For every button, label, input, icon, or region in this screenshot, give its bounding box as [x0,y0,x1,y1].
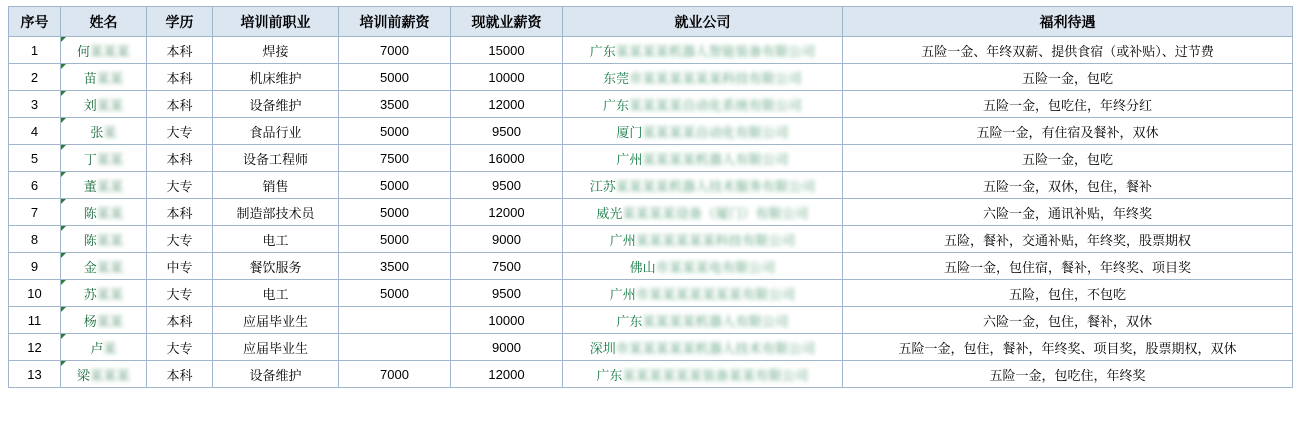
cell-education: 大专 [147,172,213,199]
cell-company [563,361,843,388]
company-redacted: 某某某某自动化系统有限公司 [629,97,802,113]
name-redacted: 某某某 [90,43,130,59]
cell-comment-marker-icon [61,199,66,204]
company-visible: 广州 [616,151,643,167]
cell-company [563,334,843,361]
company-visible: 佛山 [629,259,656,275]
name-visible: 何 [77,43,91,59]
company-redacted: 某某某某机器人智能装备有限公司 [615,43,816,59]
cell-prev-salary: 7000 [339,361,451,388]
cell-benefits: 六险一金，包住，餐补，双休 [843,307,1293,334]
cell-new-salary: 12000 [451,199,563,226]
table-row [9,172,1293,199]
cell-name [61,253,147,280]
table-row [9,334,1293,361]
company-redacted: 某某某某机器人有限公司 [642,313,789,329]
cell-education: 本科 [147,199,213,226]
cell-prev-salary [339,307,451,334]
cell-company [563,172,843,199]
cell-prev-job: 餐饮服务 [213,253,339,280]
cell-benefits: 五险一金，包吃 [843,145,1293,172]
cell-prev-salary: 5000 [339,172,451,199]
cell-new-salary: 9500 [451,172,563,199]
cell-no: 1 [9,37,61,64]
column-header-previous-salary: 培训前薪资 [339,7,451,37]
name-redacted: 某某 [96,70,124,86]
cell-prev-job: 应届毕业生 [213,307,339,334]
cell-education: 中专 [147,253,213,280]
cell-benefits: 五险一金，包住，餐补，年终奖、项目奖，股票期权，双休 [843,334,1293,361]
company-redacted: 市某某某某某某科技有限公司 [629,70,802,86]
cell-prev-salary: 7500 [339,145,451,172]
cell-benefits: 五险，餐补，交通补贴，年终奖，股票期权 [843,226,1293,253]
cell-prev-job: 应届毕业生 [213,334,339,361]
cell-prev-salary: 3500 [339,253,451,280]
cell-no: 2 [9,64,61,91]
table-row [9,280,1293,307]
company-redacted: 某某某某某某科技有限公司 [635,232,796,248]
name-redacted: 某某 [96,205,124,221]
cell-name [61,37,147,64]
cell-new-salary: 9000 [451,334,563,361]
name-redacted: 某某 [96,151,124,167]
cell-education: 大专 [147,118,213,145]
cell-comment-marker-icon [61,280,66,285]
company-redacted: 某某某某机器人有限公司 [642,151,789,167]
name-redacted: 某某 [96,313,124,329]
cell-name [61,280,147,307]
cell-no: 10 [9,280,61,307]
column-header-benefits: 福利待遇 [843,7,1293,37]
cell-no: 13 [9,361,61,388]
cell-company [563,145,843,172]
name-visible: 丁 [83,151,97,167]
cell-no: 3 [9,91,61,118]
cell-education: 本科 [147,361,213,388]
cell-prev-job: 电工 [213,226,339,253]
table-row [9,91,1293,118]
company-visible: 深圳 [589,340,616,356]
cell-prev-salary: 3500 [339,91,451,118]
cell-comment-marker-icon [61,307,66,312]
cell-company [563,37,843,64]
cell-comment-marker-icon [61,334,66,339]
column-header-name: 姓名 [61,7,147,37]
cell-comment-marker-icon [61,145,66,150]
company-visible: 东莞 [603,70,630,86]
cell-education: 本科 [147,91,213,118]
table-header-row [9,7,1293,37]
cell-prev-salary: 5000 [339,64,451,91]
cell-company [563,307,843,334]
cell-prev-job: 机床维护 [213,64,339,91]
company-visible: 江苏 [589,178,616,194]
cell-prev-salary: 5000 [339,118,451,145]
name-visible: 苗 [83,70,97,86]
cell-company [563,199,843,226]
cell-benefits: 五险一金，包吃 [843,64,1293,91]
table-row [9,145,1293,172]
cell-prev-job: 食品行业 [213,118,339,145]
cell-new-salary: 12000 [451,91,563,118]
name-redacted: 某某 [96,286,124,302]
company-visible: 广州 [609,232,636,248]
name-redacted: 某 [103,124,117,140]
cell-no: 5 [9,145,61,172]
name-visible: 刘 [83,97,97,113]
name-redacted: 某 [103,340,117,356]
name-visible: 张 [90,124,104,140]
cell-no: 4 [9,118,61,145]
cell-benefits: 五险一金，包吃住，年终分红 [843,91,1293,118]
cell-benefits: 五险一金，包吃住，年终奖 [843,361,1293,388]
company-redacted: 某某某某某某装备某某有限公司 [622,367,809,383]
cell-new-salary: 10000 [451,64,563,91]
cell-prev-job: 设备维护 [213,91,339,118]
cell-prev-salary [339,334,451,361]
column-header-no: 序号 [9,7,61,37]
company-visible: 广东 [616,313,643,329]
cell-name [61,361,147,388]
cell-education: 大专 [147,226,213,253]
cell-prev-job: 电工 [213,280,339,307]
table-row [9,253,1293,280]
cell-comment-marker-icon [61,226,66,231]
cell-name [61,172,147,199]
cell-prev-job: 设备工程师 [213,145,339,172]
company-visible: 厦门 [616,124,643,140]
cell-name [61,307,147,334]
company-redacted: 市某某某某某某某有限公司 [635,286,796,302]
cell-comment-marker-icon [61,118,66,123]
cell-new-salary: 9000 [451,226,563,253]
company-redacted: 某某某某自动化有限公司 [642,124,789,140]
column-header-previous-job: 培训前职业 [213,7,339,37]
name-visible: 卢 [90,340,104,356]
table-row [9,307,1293,334]
cell-comment-marker-icon [61,37,66,42]
company-visible: 广东 [589,43,616,59]
cell-new-salary: 9500 [451,280,563,307]
company-visible: 广州 [609,286,636,302]
company-redacted: 市某某某某某机器人技术有限公司 [615,340,816,356]
cell-no: 6 [9,172,61,199]
cell-name [61,118,147,145]
table-row [9,64,1293,91]
employment-table [8,6,1293,388]
cell-benefits: 五险一金，双休，包住，餐补 [843,172,1293,199]
cell-company [563,91,843,118]
company-redacted: 某某某某机器人技术服务有限公司 [615,178,816,194]
cell-name [61,91,147,118]
cell-name [61,64,147,91]
name-visible: 梁 [77,367,91,383]
table-row [9,226,1293,253]
cell-benefits: 五险一金，包住宿，餐补，年终奖、项目奖 [843,253,1293,280]
name-visible: 董 [83,178,97,194]
table-row [9,37,1293,64]
name-visible: 陈 [83,232,97,248]
cell-new-salary: 7500 [451,253,563,280]
cell-company [563,280,843,307]
cell-benefits: 六险一金，通讯补贴，年终奖 [843,199,1293,226]
company-redacted: 市某某某电有限公司 [655,259,776,275]
name-redacted: 某某 [96,232,124,248]
cell-comment-marker-icon [61,361,66,366]
table-row [9,361,1293,388]
cell-comment-marker-icon [61,91,66,96]
cell-prev-job: 制造部技术员 [213,199,339,226]
company-visible: 威光 [596,205,623,221]
cell-no: 11 [9,307,61,334]
cell-benefits: 五险，包住，不包吃 [843,280,1293,307]
cell-company [563,64,843,91]
cell-name [61,334,147,361]
company-visible: 广东 [603,97,630,113]
cell-prev-salary: 5000 [339,280,451,307]
name-visible: 杨 [83,313,97,329]
name-redacted: 某某 [96,259,124,275]
name-redacted: 某某 [96,178,124,194]
cell-comment-marker-icon [61,64,66,69]
cell-no: 8 [9,226,61,253]
name-redacted: 某某某 [90,367,130,383]
cell-prev-salary: 5000 [339,199,451,226]
cell-prev-job: 销售 [213,172,339,199]
cell-benefits: 五险一金、年终双薪、提供食宿（或补贴）、过节费 [843,37,1293,64]
cell-no: 12 [9,334,61,361]
cell-new-salary: 10000 [451,307,563,334]
column-header-current-salary: 现就业薪资 [451,7,563,37]
cell-name [61,226,147,253]
cell-benefits: 五险一金，有住宿及餐补，双休 [843,118,1293,145]
cell-no: 9 [9,253,61,280]
cell-education: 大专 [147,280,213,307]
cell-prev-job: 设备维护 [213,361,339,388]
cell-new-salary: 15000 [451,37,563,64]
cell-education: 大专 [147,334,213,361]
cell-prev-salary: 5000 [339,226,451,253]
company-visible: 广东 [596,367,623,383]
cell-education: 本科 [147,37,213,64]
name-visible: 苏 [83,286,97,302]
table-row [9,118,1293,145]
cell-name [61,199,147,226]
name-visible: 陈 [83,205,97,221]
column-header-company: 就业公司 [563,7,843,37]
cell-prev-salary: 7000 [339,37,451,64]
cell-company [563,226,843,253]
cell-comment-marker-icon [61,172,66,177]
cell-new-salary: 16000 [451,145,563,172]
cell-company [563,253,843,280]
cell-no: 7 [9,199,61,226]
cell-education: 本科 [147,145,213,172]
cell-comment-marker-icon [61,253,66,258]
cell-company [563,118,843,145]
table-body [9,37,1293,388]
cell-education: 本科 [147,307,213,334]
cell-education: 本科 [147,64,213,91]
cell-new-salary: 12000 [451,361,563,388]
column-header-education: 学历 [147,7,213,37]
name-visible: 金 [83,259,97,275]
name-redacted: 某某 [96,97,124,113]
cell-name [61,145,147,172]
table-row [9,199,1293,226]
cell-prev-job: 焊接 [213,37,339,64]
cell-new-salary: 9500 [451,118,563,145]
company-redacted: 某某某某设备（厦门）有限公司 [622,205,809,221]
